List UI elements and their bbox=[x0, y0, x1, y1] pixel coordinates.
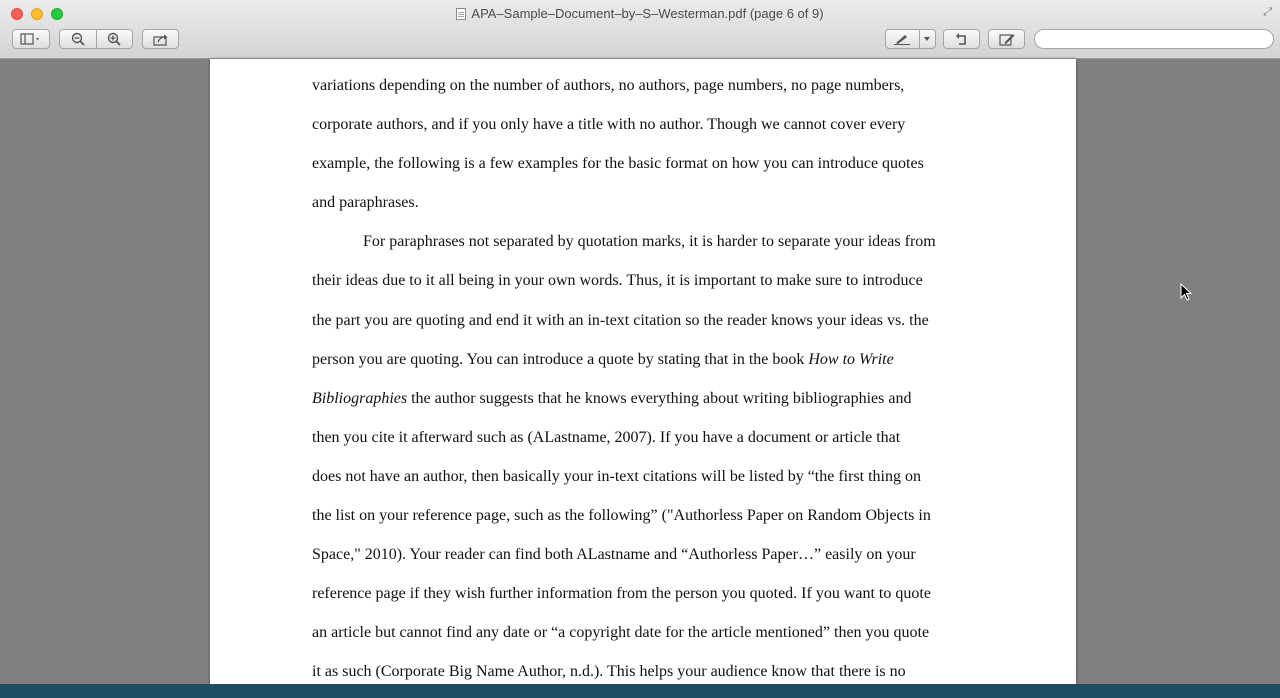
sidebar-icon bbox=[20, 33, 42, 45]
chevron-down-icon bbox=[923, 36, 931, 42]
sidebar-view-button[interactable] bbox=[12, 29, 50, 49]
text-line: an article but cannot find any date or “a copyright date for the article mentioned” then you quote bbox=[312, 624, 930, 642]
text-line: then you cite it afterward such as (ALastname, 2007). If you have a document or article that bbox=[312, 428, 901, 446]
zoom-out-button[interactable] bbox=[60, 30, 96, 48]
window-title-text: APA–Sample–Document–by–S–Westerman.pdf (page 6 of 9) bbox=[471, 6, 824, 21]
text-line: it as such (Corporate Big Name Author, n.d.). This helps your audience know that there is no bbox=[312, 663, 906, 681]
annotate-button[interactable] bbox=[886, 30, 919, 48]
text-line: does not have an author, then basically your in-text citations will be listed by “the first thing on bbox=[312, 467, 921, 485]
text-line: person you are quoting. You can introduce a quote by stating that in the book How to Write bbox=[312, 350, 894, 368]
book-title-italic: How to Write bbox=[808, 350, 894, 368]
search-input[interactable] bbox=[1034, 29, 1274, 49]
rotate-button[interactable] bbox=[943, 29, 980, 49]
page-text bbox=[312, 66, 992, 684]
edit-toolbar-icon bbox=[999, 32, 1015, 46]
fullscreen-icon[interactable]: ⤢ bbox=[1263, 6, 1272, 18]
text-line: Bibliographies the author suggests that he knows everything about writing bibliographies and bbox=[312, 389, 912, 407]
share-button[interactable] bbox=[142, 29, 179, 49]
text-line: the list on your reference page, such as the following” ("Authorless Paper on Random Objects in bbox=[312, 507, 931, 525]
zoom-in-button[interactable] bbox=[96, 30, 133, 48]
arrow-cursor-icon bbox=[1180, 283, 1194, 303]
text-line: For paraphrases not separated by quotation marks, it is harder to separate your ideas from bbox=[363, 233, 936, 251]
rotate-icon bbox=[955, 32, 969, 46]
zoom-in-icon bbox=[107, 32, 121, 46]
zoom-controls bbox=[59, 29, 133, 49]
pdf-document-icon bbox=[456, 8, 466, 20]
text-line: their ideas due to it all being in your own words. Thus, it is important to make sure to introduce bbox=[312, 272, 923, 290]
title-bar bbox=[0, 0, 1280, 59]
book-title-italic: Bibliographies bbox=[312, 389, 408, 407]
desktop-background bbox=[0, 684, 1280, 698]
text-line: reference page if they wish further information from the person you quoted. If you want to quote bbox=[312, 585, 931, 603]
text-line: Space," 2010). Your reader can find both ALastname and “Authorless Paper…” easily on your bbox=[312, 546, 916, 564]
text-line: the part you are quoting and end it with an in-text citation so the reader knows your ideas vs. the bbox=[312, 311, 929, 329]
text-line: and paraphrases. bbox=[312, 194, 419, 212]
text-line: variations depending on the number of authors, no authors, page numbers, no page numbers, bbox=[312, 77, 905, 94]
window-title bbox=[0, 6, 1280, 21]
text-line: example, the following is a few examples for the basic format on how you can introduce quotes bbox=[312, 155, 924, 173]
edit-toolbar-button[interactable] bbox=[988, 29, 1025, 49]
pdf-page[interactable] bbox=[210, 59, 1076, 684]
annotate-menu-button[interactable] bbox=[919, 30, 935, 48]
text-line: corporate authors, and if you only have a title with no author. Though we cannot cover every bbox=[312, 116, 906, 134]
zoom-out-icon bbox=[71, 32, 85, 46]
annotate-pen-icon bbox=[893, 33, 911, 45]
share-icon bbox=[153, 33, 169, 46]
annotate-controls bbox=[885, 29, 936, 49]
